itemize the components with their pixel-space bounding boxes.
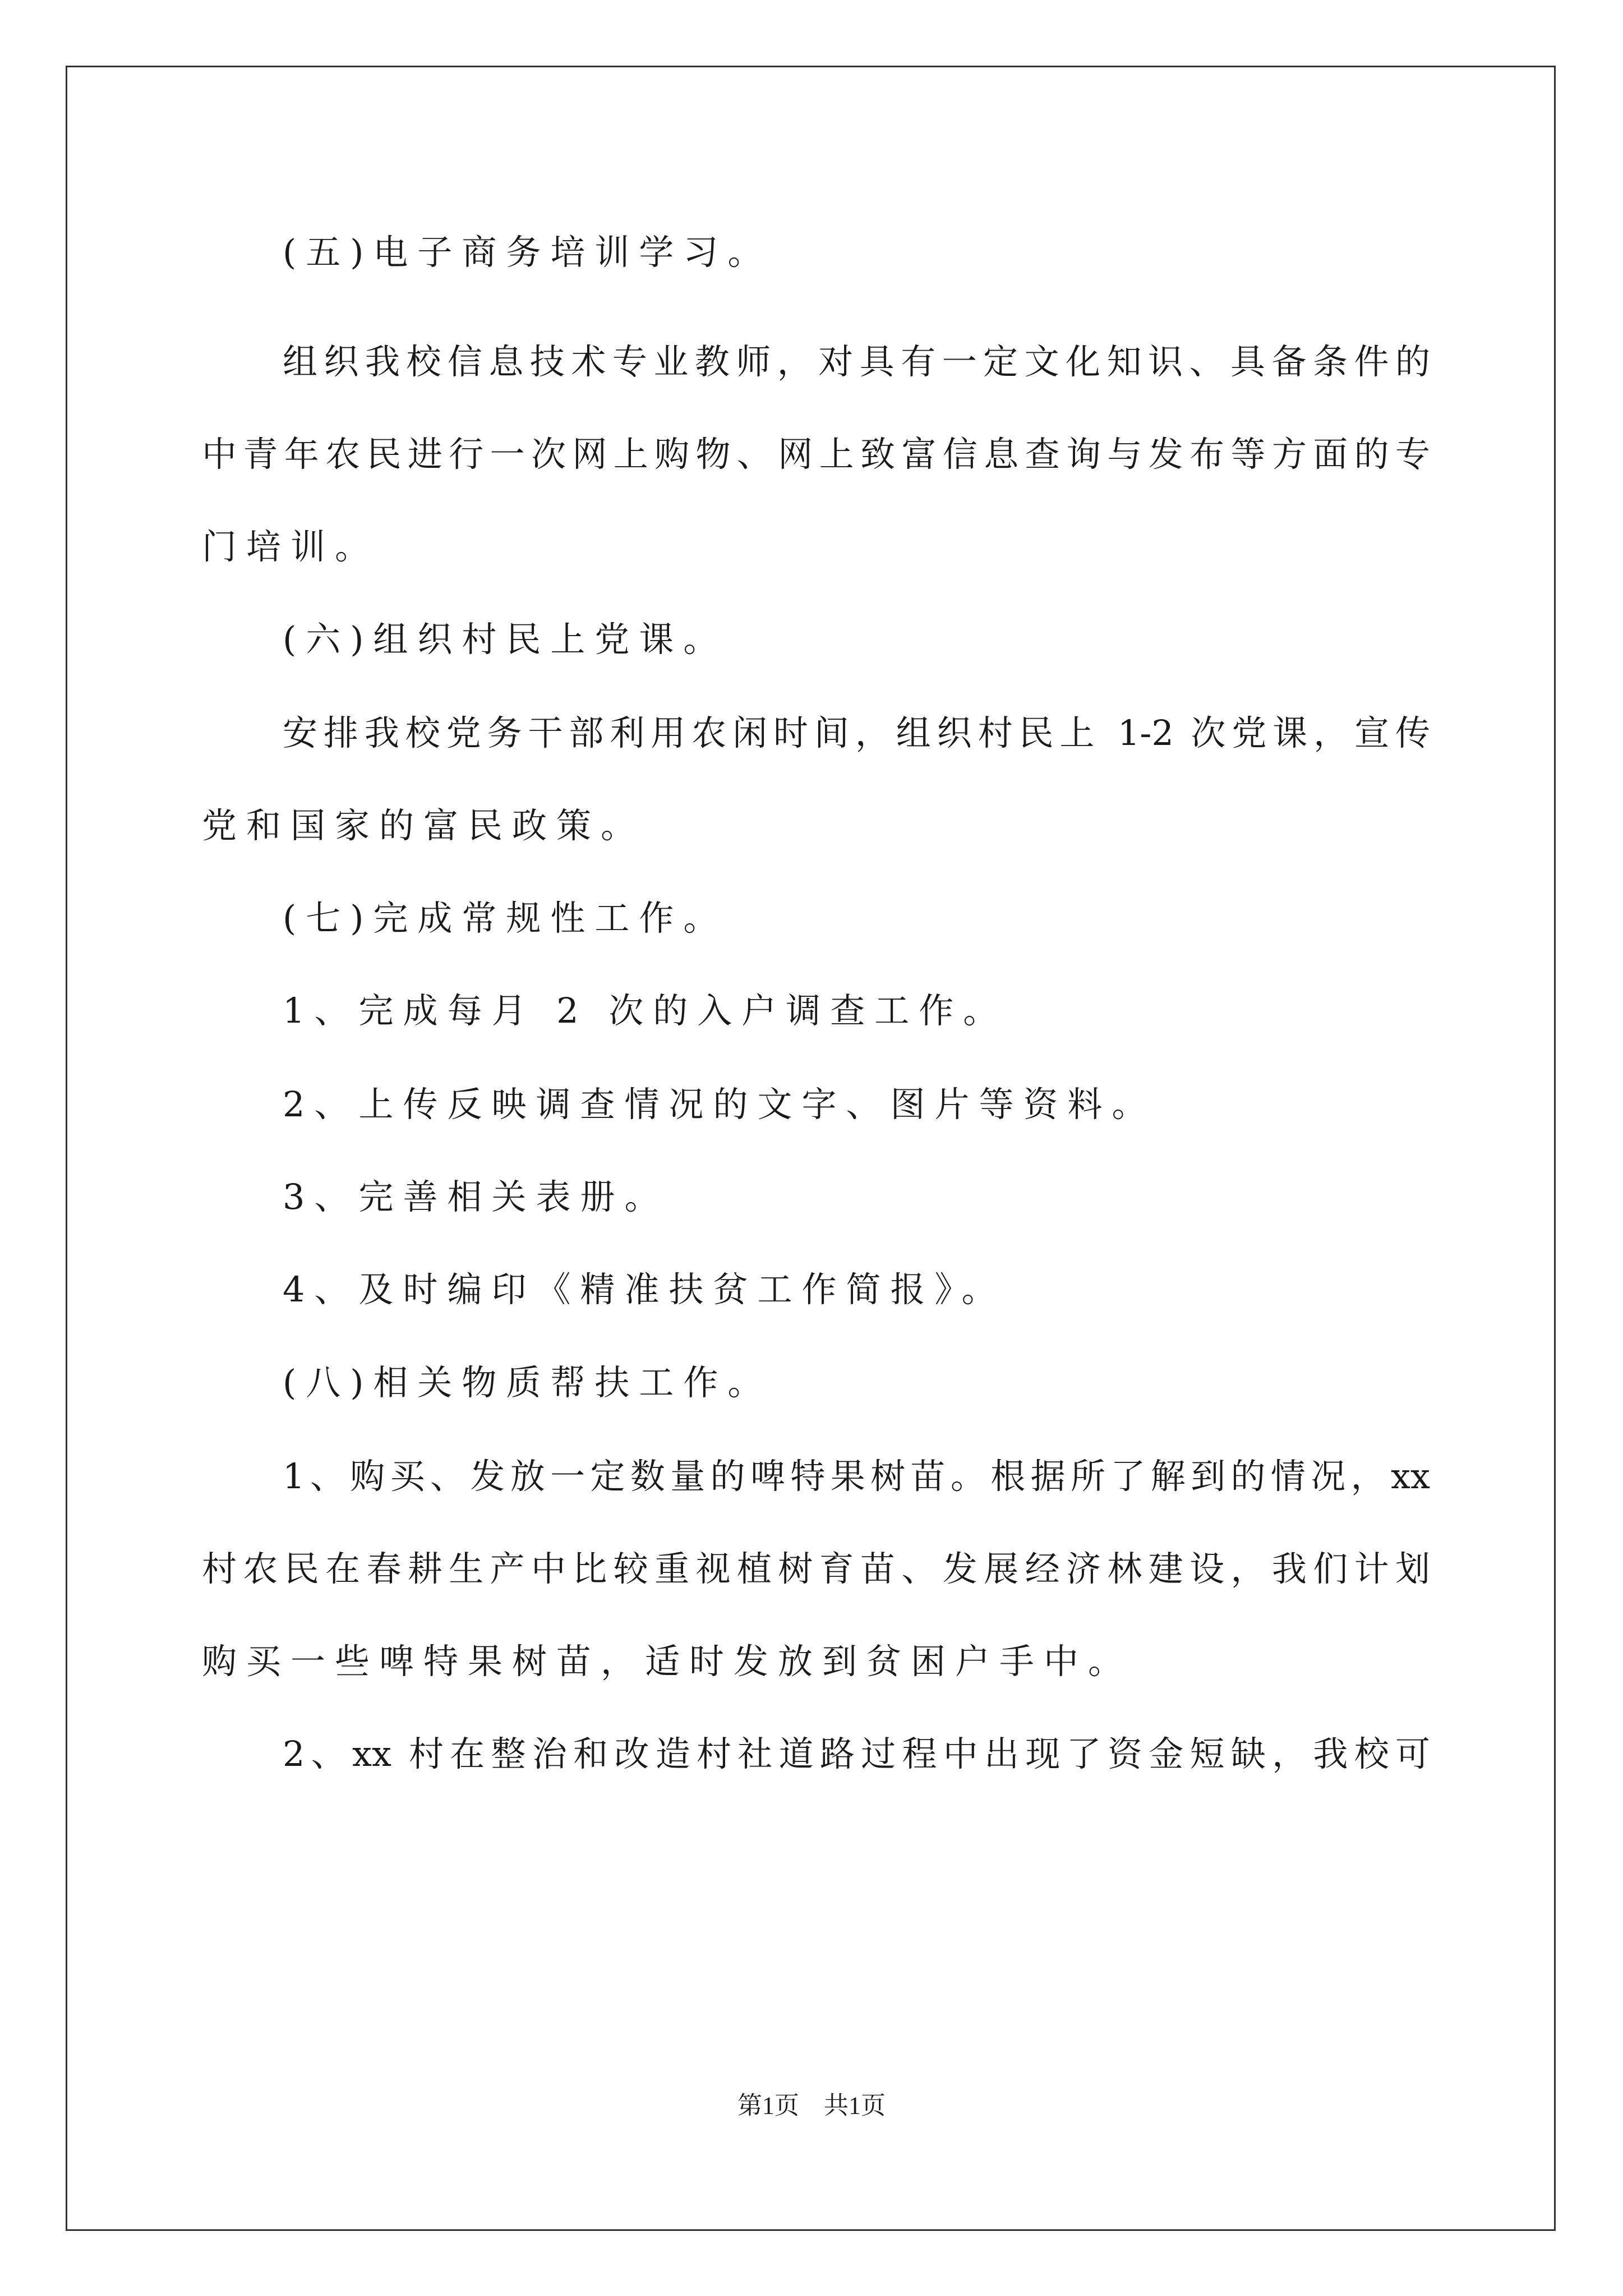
- list-item: 2、上传反映调查情况的文字、图片等资料。: [283, 1084, 1156, 1125]
- list-item: 4、及时编印《精准扶贫工作简报》。: [283, 1269, 1006, 1310]
- list-item: 1、完成每月 2 次的入户调查工作。: [283, 990, 1008, 1031]
- paragraph-line: 安排我校党务干部利用农闲时间，组织村民上 1-2 次党课，宣传: [283, 712, 1430, 753]
- section-heading-6: (六)组织村民上党课。: [283, 619, 728, 660]
- section-heading-8: (八)相关物质帮扶工作。: [283, 1362, 772, 1403]
- list-item: 2、xx 村在整治和改造村社道路过程中出现了资金短缺，我校可: [283, 1733, 1430, 1774]
- paragraph-line: 购买一些啤特果树苗，适时发放到贫困户手中。: [202, 1641, 1133, 1682]
- paragraph-line: 组织我校信息技术专业教师，对具有一定文化知识、具备条件的: [283, 341, 1430, 382]
- section-heading-7: (七)完成常规性工作。: [283, 898, 728, 938]
- paragraph-line: 门培训。: [202, 526, 380, 567]
- section-heading-5: (五)电子商务培训学习。: [283, 232, 772, 273]
- list-item: 3、完善相关表册。: [283, 1176, 669, 1217]
- paragraph-line: 村农民在春耕生产中比较重视植树育苗、发展经济林建设，我们计划: [202, 1548, 1430, 1589]
- paragraph-line: 中青年农民进行一次网上购物、网上致富信息查询与发布等方面的专: [202, 434, 1430, 475]
- page-border: [66, 66, 1556, 2231]
- page-footer: 第1页 共1页: [737, 2092, 886, 2119]
- list-item: 1、购买、发放一定数量的啤特果树苗。根据所了解到的情况，xx: [283, 1456, 1430, 1497]
- paragraph-line: 党和国家的富民政策。: [202, 805, 645, 846]
